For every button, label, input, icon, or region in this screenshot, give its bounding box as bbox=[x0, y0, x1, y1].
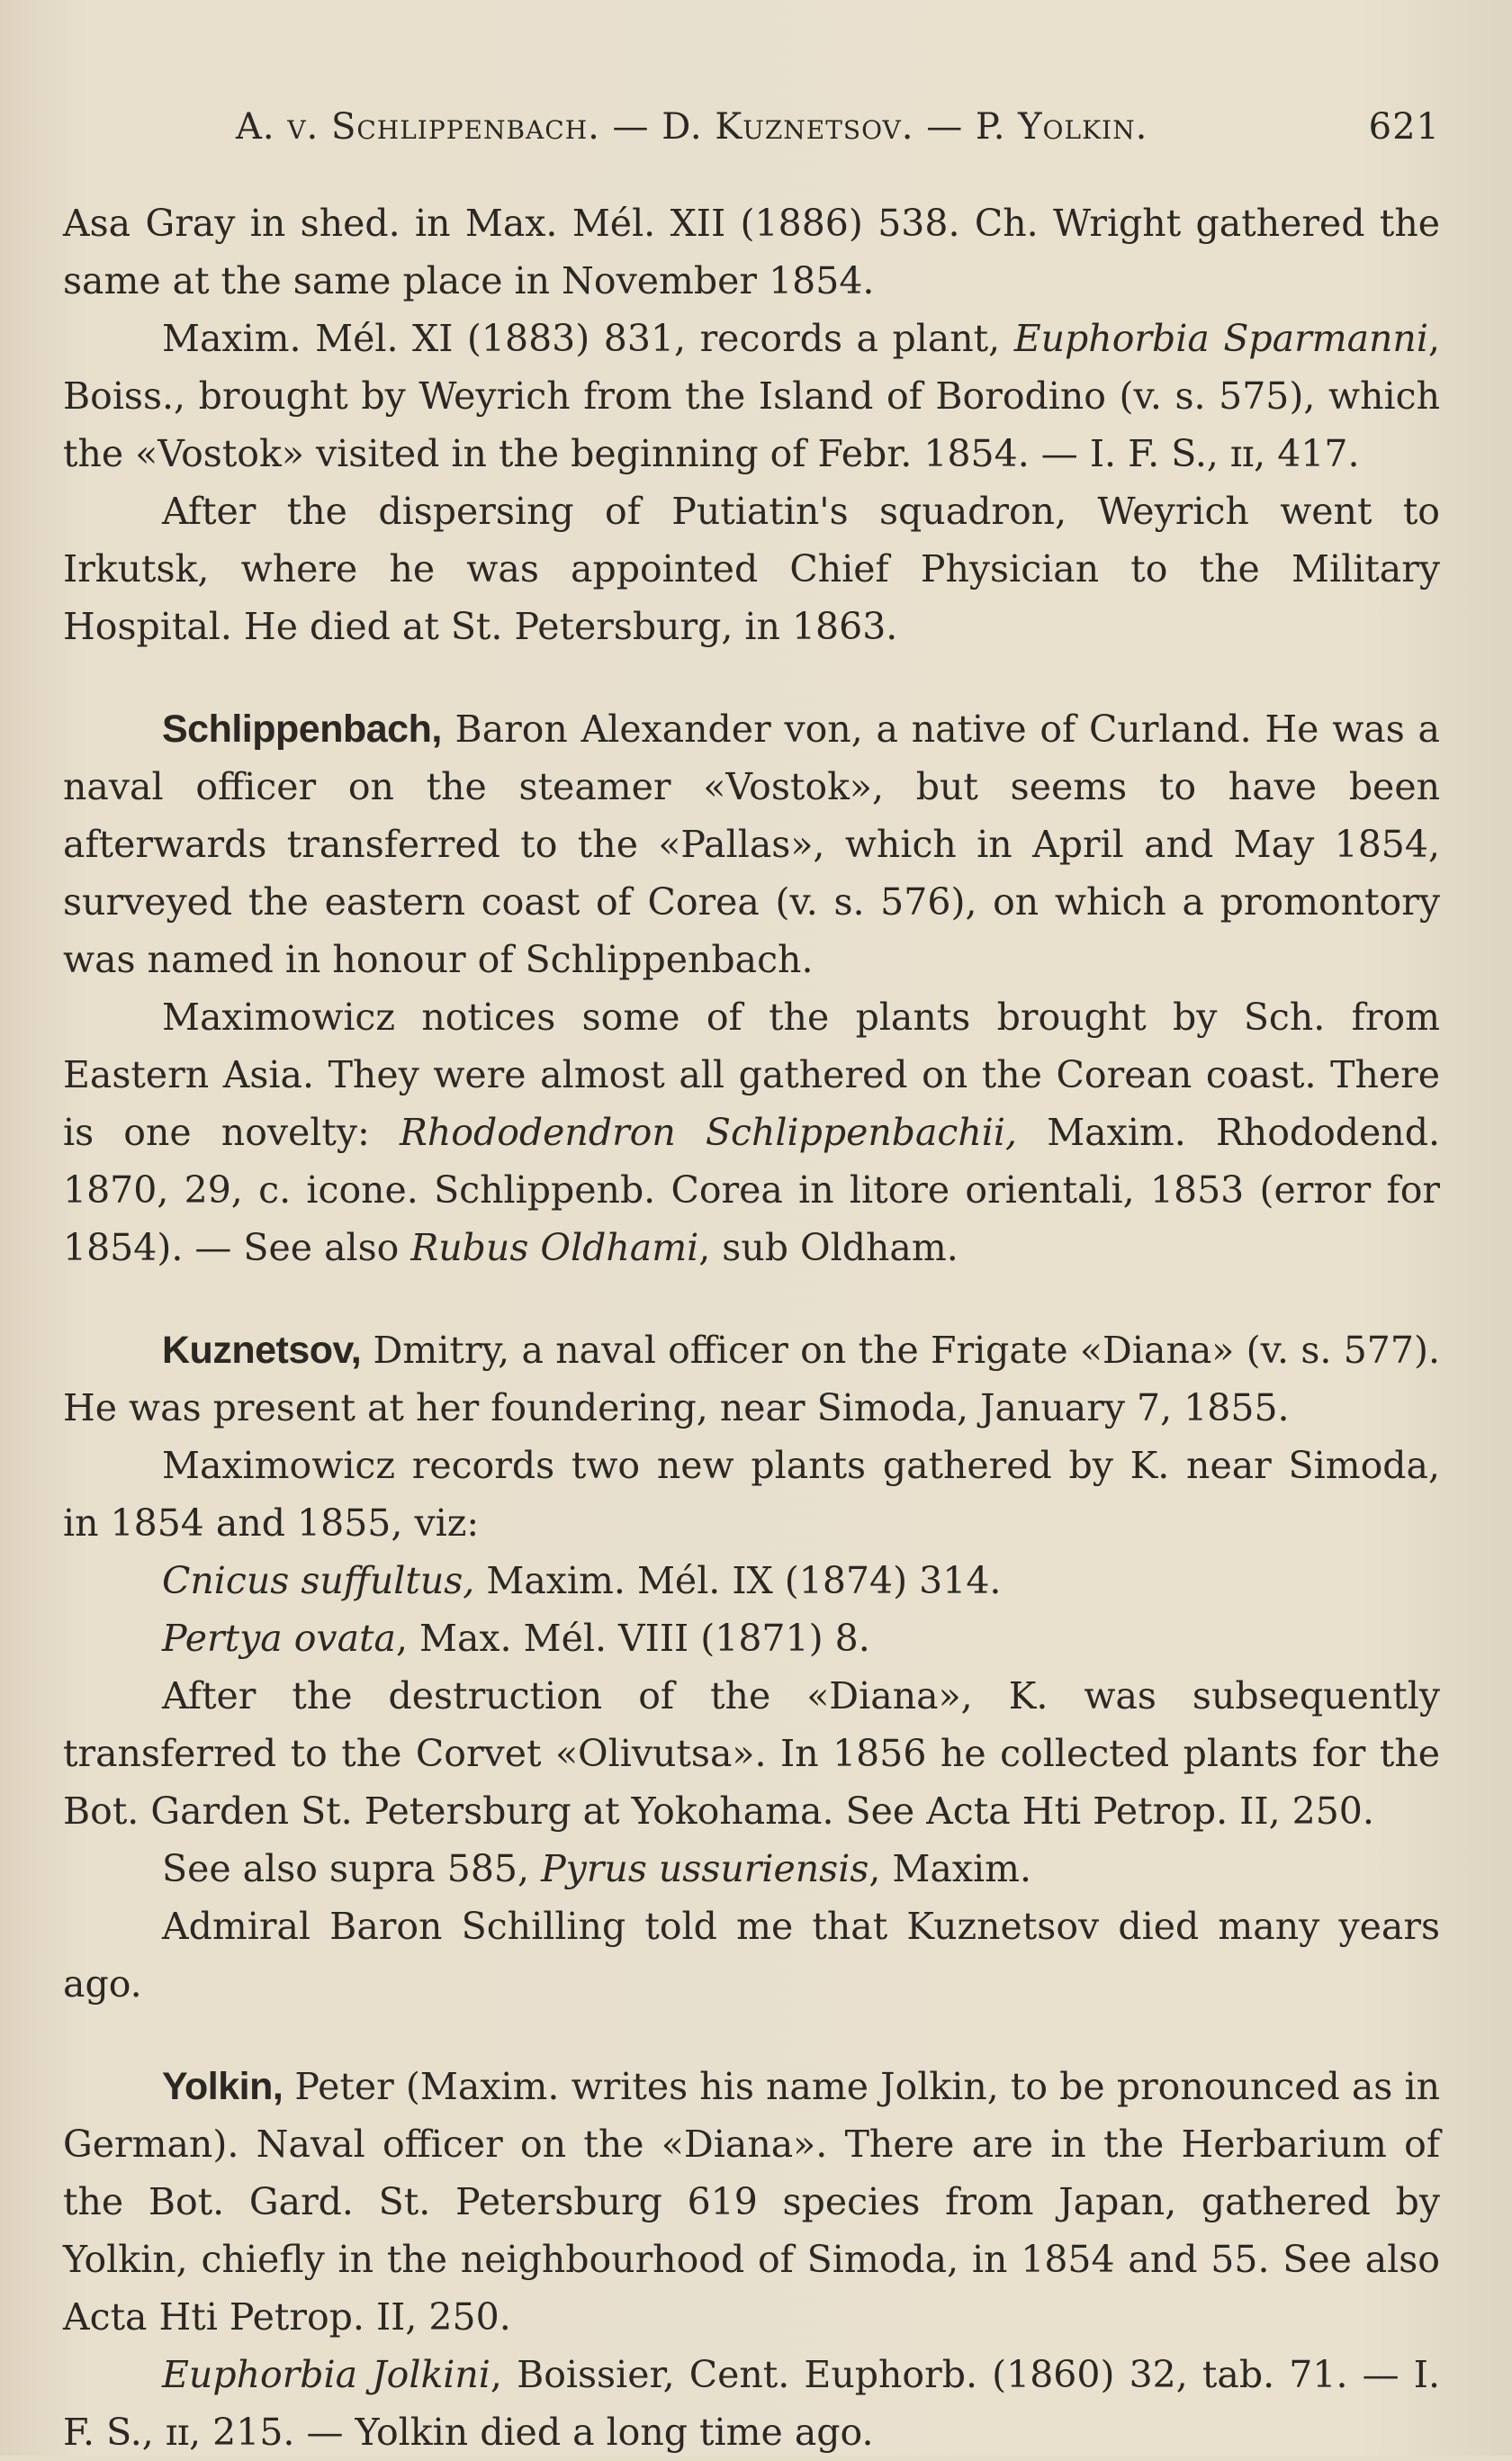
paragraph-text: , Max. Mél. VIII (1871) 8. bbox=[395, 1617, 870, 1660]
paragraph-text: Dmitry, a naval officer on the Frigate «Diana» (v. s. 577). He was present at her foundering, near Simoda, January 7, 1855. bbox=[63, 1329, 1440, 1429]
page-number: 621 bbox=[1368, 106, 1440, 148]
paragraph-text: Peter (Maxim. writes his name Jolkin, to be pronounced as in German). Naval officer on the «Diana». There are in the Herbarium of the Bot. Gard. St. Petersburg 619 species from Japan, gathered by Yolkin, chiefly in the neighbourhood of Simoda, in 1854 and 55. See also Acta Hti Petrop. II, 250. bbox=[63, 2065, 1440, 2339]
species-name: Euphorbia Jolkini bbox=[162, 2353, 490, 2396]
species-name: Cnicus suffultus, bbox=[162, 1559, 475, 1602]
paragraph bbox=[63, 482, 1440, 655]
entry-heading: Yolkin, bbox=[162, 2065, 284, 2108]
paragraph-text: Maxim. Rhododend. 1870, 29, c. icone. Schlippenb. Corea in litore orientali, 1853 (error for 1854). — See also bbox=[63, 1111, 1440, 1269]
paragraph-text: Maxim. Mél. IX (1874) 314. bbox=[474, 1559, 1002, 1602]
species-name: Pertya ovata bbox=[162, 1617, 396, 1660]
species-name: Rubus Oldhami bbox=[410, 1226, 699, 1269]
paragraph-text: After the destruction of the «Diana», K. was subsequently transferred to the Corvet «Olivutsa». In 1856 he collected plants for the Bot. Garden St. Petersburg at Yokohama. See Acta Hti Petrop. II, 250. bbox=[63, 1674, 1440, 1833]
paragraph-text: , Boiss., brought by Weyrich from the Island of Borodino (v. s. 575), which the «Vostok» visited in the beginning of Febr. 1854. — I. F. S., ɪɪ, 417. bbox=[63, 317, 1440, 475]
page-header bbox=[236, 106, 1440, 160]
species-name: Rhododendron Schlippenbachii, bbox=[400, 1111, 1018, 1154]
entry-schlippenbach bbox=[63, 700, 1440, 988]
citation bbox=[63, 1609, 1440, 1667]
paragraph-text: Maxim. Mél. XI (1883) 831, records a plant, bbox=[162, 317, 1014, 360]
paragraph bbox=[63, 2346, 1440, 2461]
entry-kuznetsov bbox=[63, 1321, 1440, 1437]
paragraph-text: Baron Alexander von, a native of Curland. He was a naval officer on the steamer «Vostok», but seems to have been afterwards transferred to the «Pallas», which in April and May 1854, surveyed the eastern coast of Corea (v. s. 576), on which a promontory was named in honour of Schlippenbach. bbox=[63, 708, 1440, 981]
paragraph-text: , Maxim. bbox=[868, 1847, 1031, 1890]
entry-yolkin bbox=[63, 2058, 1440, 2346]
paragraph-text: Maximowicz notices some of the plants brought by Sch. from Eastern Asia. They were almost all gathered on the Corean coast. There is one novelty: bbox=[63, 996, 1440, 1154]
paragraph-text: Asa Gray in shed. in Max. Mél. XII (1886) 538. Ch. Wright gathered the same at the same place in November 1854. bbox=[63, 202, 1440, 302]
citation bbox=[63, 1552, 1440, 1609]
page-body bbox=[63, 194, 1440, 2461]
paragraph-text: Admiral Baron Schilling told me that Kuznetsov died many years ago. bbox=[63, 1905, 1440, 2006]
paragraph-text: Maximowicz records two new plants gathered by K. near Simoda, in 1854 and 1855, viz: bbox=[63, 1444, 1440, 1545]
paragraph-text: After the dispersing of Putiatin's squadron, Weyrich went to Irkutsk, where he was appointed Chief Physician to the Military Hospital. He died at St. Petersburg, in 1863. bbox=[63, 490, 1440, 648]
paragraph bbox=[63, 194, 1440, 310]
paragraph bbox=[63, 310, 1440, 482]
paragraph bbox=[63, 1840, 1440, 1898]
species-name: Pyrus ussuriensis bbox=[541, 1847, 869, 1890]
paragraph bbox=[63, 1667, 1440, 1840]
paragraph-text: See also supra 585, bbox=[162, 1847, 542, 1890]
species-name: Euphorbia Sparmanni bbox=[1013, 317, 1428, 360]
paragraph bbox=[63, 988, 1440, 1276]
paragraph-text: , Boissier, Cent. Euphorb. (1860) 32, tab. 71. — I. F. S., ɪɪ, 215. — Yolkin died a long time ago. bbox=[63, 2353, 1440, 2454]
paragraph bbox=[63, 1898, 1440, 2013]
running-head: A. v. Schlippenbach. — D. Kuznetsov. — P. Yolkin. bbox=[236, 106, 1148, 148]
entry-heading: Schlippenbach, bbox=[162, 708, 442, 751]
paragraph bbox=[63, 1437, 1440, 1552]
entry-heading: Kuznetsov, bbox=[162, 1329, 362, 1372]
paragraph-text: , sub Oldham. bbox=[698, 1226, 958, 1269]
